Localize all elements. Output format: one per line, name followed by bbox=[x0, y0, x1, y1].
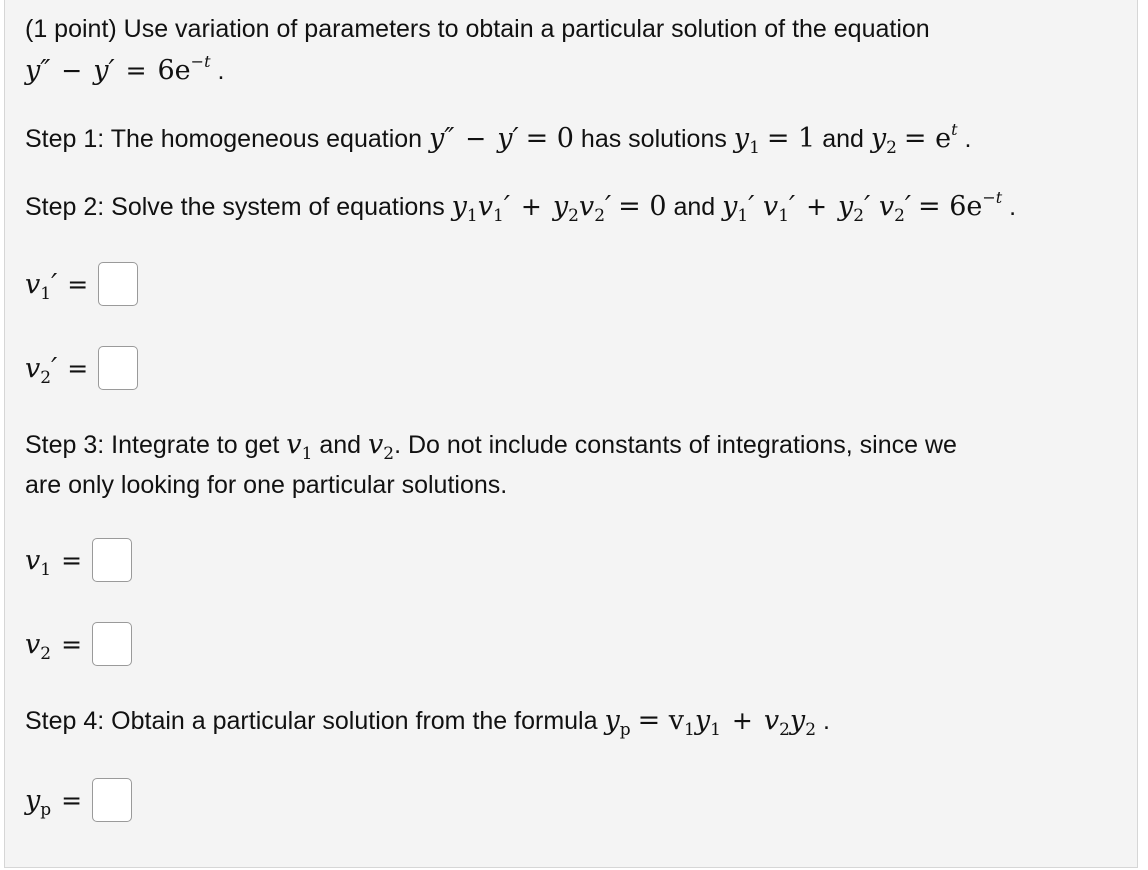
step-4-text: Step 4: Obtain a particular solution from the formula $y_p = v_1y_1 + v_2y_2$ . bbox=[25, 705, 830, 740]
v2-input[interactable] bbox=[92, 622, 132, 666]
v2-label: $v_2$ bbox=[25, 628, 52, 664]
v1-label: $v_1$ bbox=[25, 544, 52, 580]
v2-prime-row: $v_2'$ = bbox=[25, 346, 138, 390]
step-3-text-line1: Step 3: Integrate to get $v_1$ and $v_2$. Do not include constants of integrations, since we bbox=[25, 429, 957, 464]
v1-prime-label: $v_1'$ bbox=[25, 268, 58, 304]
main-equation: $y'' - y' = 6e^{-t}$ . bbox=[25, 52, 225, 86]
v2-prime-label: $v_2'$ bbox=[25, 352, 58, 388]
problem-intro: (1 point) Use variation of parameters to obtain a particular solution of the equation bbox=[25, 15, 930, 43]
v1-prime-row: $v_1'$ = bbox=[25, 262, 138, 306]
yp-label: $y_p$ bbox=[25, 784, 52, 820]
v1-prime-input[interactable] bbox=[98, 262, 138, 306]
yp-row: $y_p$ = bbox=[25, 778, 132, 822]
step-2-text: Step 2: Solve the system of equations $y_1v_1' + y_2v_2' = 0$ and $y_1'$ $v_1' + y_2'$ $v_2' = 6e^{-t}$ . bbox=[25, 188, 1017, 226]
yp-input[interactable] bbox=[92, 778, 132, 822]
problem-panel bbox=[4, 0, 1138, 868]
step-3-text-line2: are only looking for one particular solutions. bbox=[25, 471, 508, 499]
v2-row: $v_2$ = bbox=[25, 622, 132, 666]
v1-input[interactable] bbox=[92, 538, 132, 582]
step-1-text: Step 1: The homogeneous equation y″ − y′ = 0 has solutions $y_1 = 1$ and $y_2 = e^t$ . bbox=[25, 120, 972, 158]
v2-prime-input[interactable] bbox=[98, 346, 138, 390]
v1-row: $v_1$ = bbox=[25, 538, 132, 582]
